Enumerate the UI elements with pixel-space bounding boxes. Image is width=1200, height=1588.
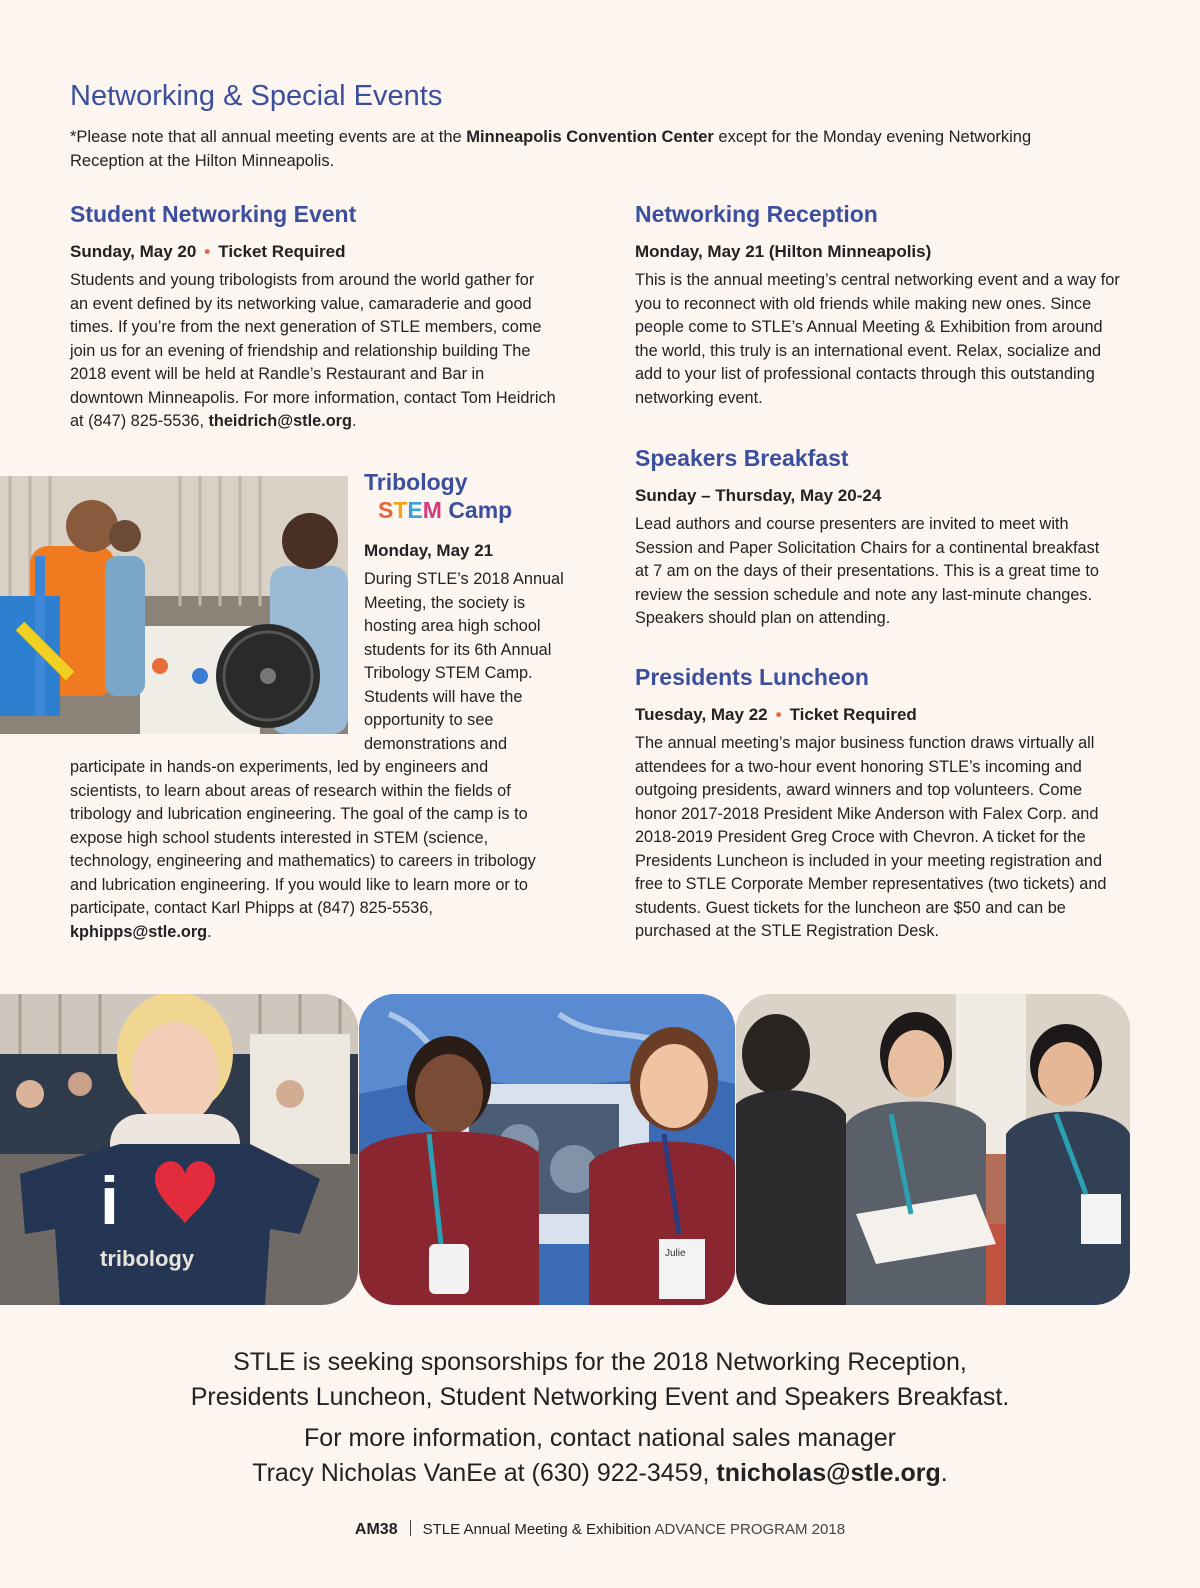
sponsor-line-4 <box>0 1456 1200 1491</box>
sponsor-line-2: Presidents Luncheon, Student Networking Event and Speakers Breakfast. <box>190 1383 1010 1411</box>
speakers-breakfast-title: Speakers Breakfast <box>635 445 849 471</box>
badge-name: Julie <box>665 1248 686 1259</box>
stem-word: STEM <box>378 497 442 523</box>
student-event-date: Sunday, May 20 <box>70 242 197 261</box>
stem-camp-email[interactable]: kphipps@stle.org <box>70 922 208 941</box>
speakers-breakfast-date: Sunday – Thursday, May 20-24 <box>635 486 882 505</box>
program-name: ADVANCE PROGRAM 2018 <box>654 1521 846 1538</box>
speakers-breakfast-body: Lead authors and course presenters are invited to meet with Session and Paper Solicitation Chairs for a continental breakfast at 7 am on the days of their presentations. This is a great time to review the session schedule and note any last-minute changes. Speakers should plan on attending. <box>635 515 1100 627</box>
sponsor-line-1: STLE is seeking sponsorships for the 2018 Networking Reception, <box>233 1348 967 1376</box>
sponsor-end: . <box>940 1459 948 1487</box>
presidents-luncheon-ticket: Ticket Required <box>789 705 917 724</box>
venue-note <box>70 126 1080 173</box>
footer-divider <box>410 1520 411 1536</box>
student-event-ticket: Ticket Required <box>218 242 346 261</box>
presidents-luncheon-title: Presidents Luncheon <box>635 664 869 690</box>
bullet-icon: • <box>204 242 211 261</box>
sponsor-contact: Tracy Nicholas VanEe at (630) 922-3459, <box>252 1459 717 1487</box>
page-number: AM38 <box>354 1521 398 1538</box>
student-event-title: Student Networking Event <box>70 201 357 227</box>
bullet-icon: • <box>775 705 782 724</box>
sponsor-line-3: For more information, contact national sales manager <box>304 1424 896 1452</box>
student-event-email[interactable]: theidrich@stle.org <box>208 412 352 430</box>
presidents-luncheon-date: Tuesday, May 22 <box>635 705 768 724</box>
presidents-luncheon-date-line <box>635 705 917 725</box>
luncheon-photo <box>359 994 735 1305</box>
networking-reception-date: Monday, May 21 (Hilton Minneapolis) <box>635 242 932 261</box>
stem-camp-body-side: During STLE’s 2018 Annual Meeting, the society is hosting area high school students for its 6th Annual Tribology STEM Camp. Students will have the opportunity to see demonstrations and <box>364 570 564 753</box>
venue-note-prefix: *Please note that all annual meeting events are at the <box>70 128 467 146</box>
student-event-date-line <box>70 242 345 262</box>
stem-camp-text: participate in hands-on experiments, led by engineers and scientists, to learn about areas of research within the fields of tribology and lubrication engineering. The goal of the camp is to expose high school students interested in STEM (science, technology, engineering and mathematics) to careers in tribology and lubrication engineering. If you would like to learn more or to participate, contact Karl Phipps at (847) 825-5536, <box>70 758 536 917</box>
presidents-luncheon-body: The annual meeting’s major business function draws virtually all attendees for a two-hour event honoring STLE’s incoming and outgoing presidents, award winners and top volunteers. Come honor 2017-2018 President Mike Anderson with Falex Corp. and 2018-2019 President Greg Croce with Chevron. A ticket for the Presidents Luncheon is included in your meeting registration and free to STLE Corporate Member representatives (two tickets) and students. Guest tickets for the luncheon are $50 and can be purchased at the STLE Registration Desk. <box>635 734 1107 940</box>
footer <box>0 1520 1200 1539</box>
stem-camp-title-line1: Tribology <box>364 469 468 495</box>
tshirt-text: tribology <box>100 1246 195 1271</box>
student-event-body <box>70 269 556 434</box>
stem-camp-title <box>364 468 512 524</box>
tshirt-photo <box>0 994 358 1305</box>
stem-camp-title-line2 <box>364 496 512 524</box>
publication-name: STLE Annual Meeting & Exhibition <box>422 1521 652 1538</box>
sponsor-email[interactable]: tnicholas@stle.org <box>716 1459 941 1487</box>
venue-note-bold: Minneapolis Convention Center <box>466 128 714 146</box>
page-title: Networking & Special Events <box>70 80 443 112</box>
networking-reception-body: This is the annual meeting’s central networking event and a way for you to reconnect with old friends while making new ones. Since people come to STLE’s Annual Meeting & Exhibition from around the world, this truly is an international event. Relax, socialize and add to your list of professional contacts through this outstanding networking event. <box>635 271 1120 407</box>
stem-camp-end: . <box>207 922 212 941</box>
stem-camp-photo <box>0 476 348 734</box>
student-event-text: Students and young tribologists from around the world gather for an event defined by its networking value, camaraderie and good times. If you’re from the next generation of STLE members, come join us for an evening of friendship and relationship building The 2018 event will be held at Randle’s Restaurant and Bar in downtown Minneapolis. For more information, contact Tom Heidrich at (847) 825-5536, <box>70 271 556 430</box>
svg-text:i: i <box>100 1163 119 1239</box>
networking-reception-title: Networking Reception <box>635 201 878 227</box>
stem-camp-date: Monday, May 21 <box>364 541 494 560</box>
attendees-photo <box>736 994 1130 1305</box>
camp-word: Camp <box>448 497 513 523</box>
stem-camp-body-full <box>70 756 556 944</box>
venue-note-suffix: except for the Monday evening Networking Reception at the Hilton Minneapolis. <box>70 128 1032 170</box>
student-event-end: . <box>351 412 357 430</box>
